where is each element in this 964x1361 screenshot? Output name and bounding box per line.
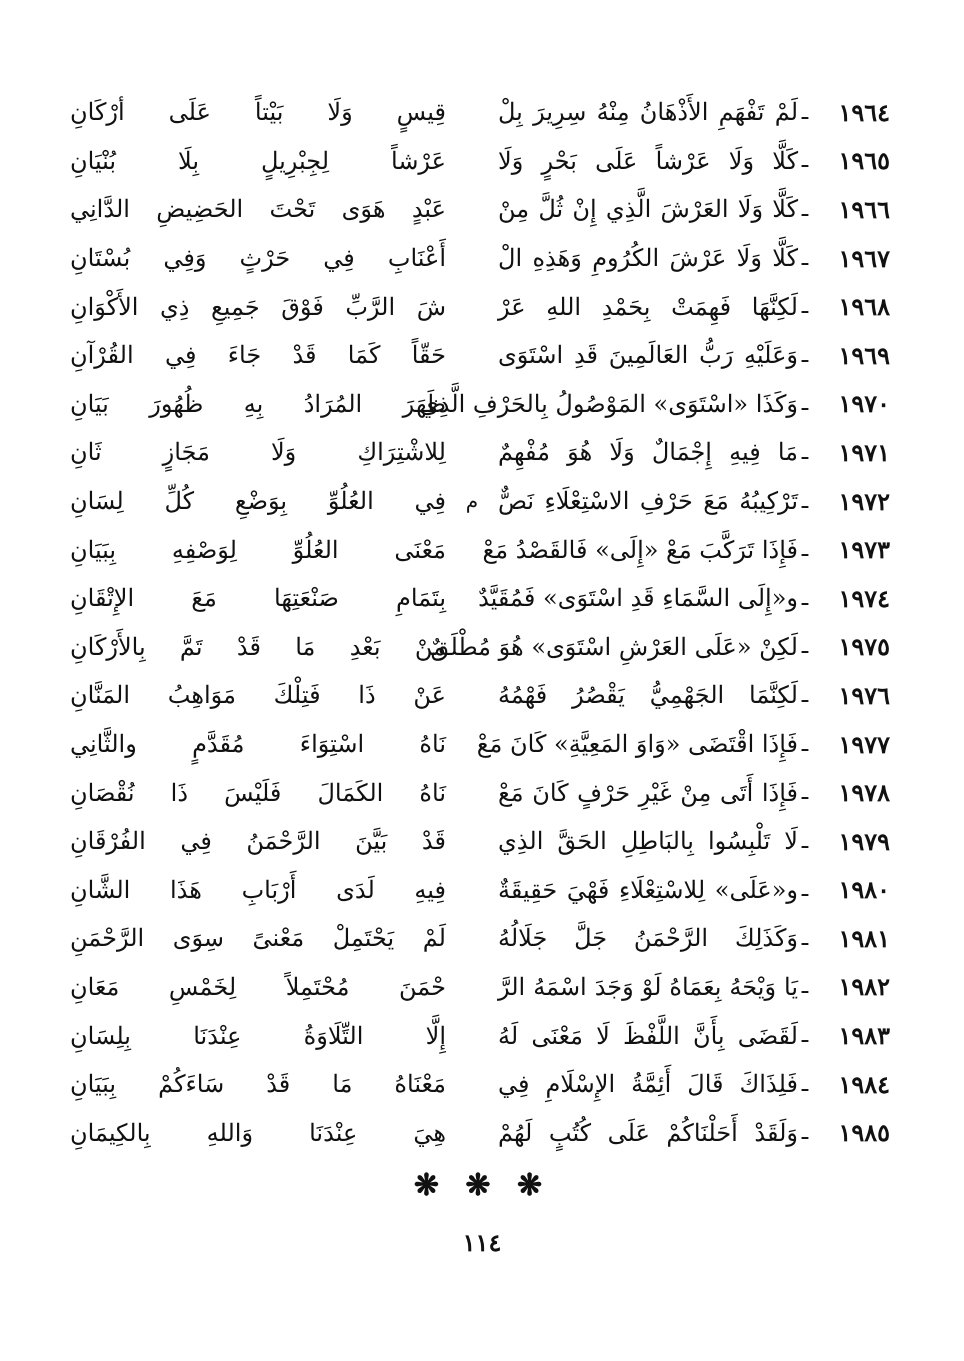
first-hemistich: وَكَذَا «اسْتَوَى» المَوْصُولُ بِالحَرْفِ الَّذِي [419,389,798,418]
first-hemistich: و«إِلَى السَّمَاءِ قَدِ اسْتَوَى» فَمُقَيَّدٌ [478,584,798,613]
first-hemistich: و«عَلَى» لِلاسْتِعْلَاءِ فَهْيَ حَقِيقَةٌ [498,875,798,904]
first-hemistich: مَا فِيهِ إِجْمَالٌ وَلَا هُوَ مُفْهِمٌ [498,438,798,467]
second-hemistich: لِلاشْتِرَاكِ وَلَا مَجَازٍ ثَانِ [70,438,446,467]
verse-dash: ـ [801,1120,809,1146]
verse-dash: ـ [801,439,809,465]
verse-number: ١٩٨٢ [838,972,890,1002]
verse-dash: ـ [801,148,809,174]
second-hemistich: قَدْ بَيَّنَ الرَّحْمَنُ فِي الفُرْقَانِ [70,827,446,856]
verse-number: ١٩٦٤ [838,97,890,127]
verse-dash: ـ [801,925,809,951]
verse-number: ١٩٦٦ [838,194,890,224]
second-hemistich: مِنْ بَعْدِ مَا قَدْ تَمَّ بِالأَرْكَانِ [70,632,446,661]
second-hemistich: شَ الرَّبِّ فَوْقَ جَمِيعِ ذِي الأَكْوَانِ [70,292,446,321]
verse-row [70,1108,890,1157]
first-hemistich: لَكِنَّمَا الجَهْمِيُّ يَقْصُرُ فَهْمُهُ [498,681,798,710]
verse-dash: ـ [801,1023,809,1049]
second-hemistich: قِيسٍ وَلَا بَيْتاً عَلَى أرْكَانِ [70,98,446,127]
verse-row [70,88,890,137]
second-hemistich: لَمْ يَحْتَمِلْ مَعْنىً سِوَى الرَّحْمَنِ [70,924,446,953]
hemistich-gap: م [465,489,479,514]
first-hemistich: لَمْ تَفْهَمِ الأَذْهَانُ مِنْهُ سِرِيرَ بِلْ [498,98,798,127]
second-hemistich: مَعْنَى العُلُوِّ لِوَصْفِهِ بِبَيَانِ [70,535,446,564]
verse-row [70,185,890,234]
verse-row [70,671,890,720]
verse-dash: ـ [801,196,809,222]
first-hemistich: وَكَذَلِكَ الرَّحْمَنُ جَلَّ جَلَالُهُ [498,924,798,953]
verse-dash: ـ [801,537,809,563]
verse-row [70,866,890,915]
verse-number: ١٩٦٨ [838,292,890,322]
verse-row [70,234,890,283]
first-hemistich: كَلَّا وَلَا العَرْشَ الَّذِي إِنْ ثُلَّ مِنْ [498,195,798,224]
first-hemistich: وَعَلَيْهِ رَبُّ العَالَمِينَ قَدِ اسْتَوَى [498,341,798,370]
second-hemistich: فِي العُلُوِّ بِوَضْعِ كُلِّ لِسَانِ [70,487,446,516]
verse-row [70,963,890,1012]
second-hemistich: عَرْشاً لِجِبْرِيلٍ بِلَا بُنْيَانِ [70,146,446,175]
first-hemistich: وَلَقَدْ أَحَلْنَاكُمْ عَلَى كُتُبٍ لَهُمْ [498,1118,798,1147]
verse-dash: ـ [801,342,809,368]
verse-number: ١٩٨٥ [838,1118,890,1148]
verse-number: ١٩٦٧ [838,243,890,273]
verse-row [70,720,890,769]
first-hemistich: تَرْكِيبُهُ مَعَ حَرْفِ الاسْتِعْلَاءِ نَصٌّ [498,487,798,516]
second-hemistich: نَاهُ الكَمَالَ فَلَيْسَ ذَا نُقْصَانِ [70,778,446,807]
verse-dash: ـ [801,682,809,708]
verse-dash: ـ [801,391,809,417]
page-number: ١١٤ [462,1228,502,1257]
second-hemistich: عَنْ ذَا فَتِلْكَ مَوَاهِبُ المَنَّانِ [70,681,446,710]
verse-number: ١٩٧٢ [838,486,890,516]
verse-number: ١٩٧٩ [838,826,890,856]
first-hemistich: كَلَّا وَلَا عَرْشَ الكُرُومِ وَهَذِهِ الْ [498,244,798,273]
verse-row [70,768,890,817]
first-hemistich: فَإِذَا تَرَكَّبَ مَعْ «إِلَى» فَالقَصْدُ مَعْ [482,535,798,564]
verse-number: ١٩٨٤ [838,1069,890,1099]
verse-row [70,428,890,477]
first-hemistich: لَقَضَى بِأَنَّ اللَّفْظَ لَا مَعْنَى لَهُ [498,1021,798,1050]
verse-row [70,914,890,963]
verse-number: ١٩٧٨ [838,778,890,808]
verse-number: ١٩٨٠ [838,875,890,905]
first-hemistich: لَكِنَّهَا فَهِمَتْ بِحَمْدِ اللهِ عَرْ [498,292,798,321]
verse-number: ١٩٧٥ [838,632,890,662]
verse-dash: ـ [801,877,809,903]
second-hemistich: نَاهُ اسْتِوَاءَ مُقَدَّمٍ والثَّانِي [70,730,446,759]
first-hemistich: يَا وَيْحَهُ بِعَمَاهُ لَوْ وَجَدَ اسْمَهُ الرَّ [498,972,798,1001]
verse-row [70,282,890,331]
verse-row [70,477,890,526]
verse-dash: ـ [801,731,809,757]
second-hemistich: عَبْدٍ هَوَى تَحْتَ الحَضِيضِ الدَّانِي [70,195,446,224]
second-hemistich: إِلَّا التِّلَاوَةُ عِنْدَنَا بِلِسَانِ [70,1021,446,1050]
verse-dash: ـ [801,585,809,611]
section-separator: ❋ ❋ ❋ [413,1168,551,1203]
verse-row [70,380,890,429]
poem-verses [70,88,890,1157]
verse-dash: ـ [801,245,809,271]
verse-dash: ـ [801,1071,809,1097]
verse-row [70,817,890,866]
verse-row [70,574,890,623]
second-hemistich: هِيَ عِنْدَنَا وَاللهِ بِالكِيمَانِ [70,1118,446,1147]
verse-number: ١٩٧٣ [838,535,890,565]
verse-row [70,1011,890,1060]
second-hemistich: حَقّاً كَمَا قَدْ جَاءَ فِي القُرْآنِ [70,341,446,370]
verse-number: ١٩٦٥ [838,146,890,176]
verse-row [70,623,890,672]
second-hemistich: حْمَنَ مُحْتَمِلاً لِخَمْسِ مَعَانِ [70,972,446,1001]
verse-dash: ـ [801,974,809,1000]
verse-number: ١٩٧٤ [838,583,890,613]
verse-row [70,331,890,380]
verse-dash: ـ [801,828,809,854]
second-hemistich: ظَهَرَ المُرَادُ بِهِ ظُهُورَ بَيَانِ [70,389,446,418]
verse-number: ١٩٧١ [838,437,890,467]
first-hemistich: فَإِذَا أَتَى مِنْ غَيْرِ حَرْفٍ كَانَ مَعْ [498,778,798,807]
second-hemistich: مَعْنَاهُ مَا قَدْ سَاءَكُمْ بِبَيَانِ [70,1070,446,1099]
verse-dash: ـ [801,780,809,806]
verse-number: ١٩٨١ [838,923,890,953]
first-hemistich: فَإِذَا اقْتَضَى «وَاوَ المَعِيَّةِ» كَانَ مَعْ [476,730,798,759]
first-hemistich: فَلِذَاكَ قَالَ أَئِمَّةُ الإِسْلَامِ فِي [498,1070,798,1099]
verse-dash: ـ [801,294,809,320]
second-hemistich: فِيهِ لَدَى أَرْبَابِ هَذَا الشَّانِ [70,875,446,904]
verse-dash: ـ [801,488,809,514]
verse-number: ١٩٨٣ [838,1021,890,1051]
second-hemistich: أَعْنَابِ فِي حَرْثٍ وَفِي بُسْتَانِ [70,244,446,273]
verse-row [70,137,890,186]
verse-number: ١٩٧٦ [838,680,890,710]
second-hemistich: بِتَمَامِ صَنْعَتِهَا مَعَ الإِتْقَانِ [70,584,446,613]
verse-row [70,525,890,574]
verse-dash: ـ [801,99,809,125]
verse-row [70,1060,890,1109]
first-hemistich: كَلَّا وَلَا عَرْشاً عَلَى بَحْرٍ وَلَا [498,146,798,175]
first-hemistich: لَا تَلْبِسُوا بِالبَاطِلِ الحَقَّ الذِي [498,827,798,856]
verse-number: ١٩٦٩ [838,340,890,370]
first-hemistich: لَكِنْ «عَلَى العَرْشِ اسْتَوَى» هُوَ مُطْلَقٌ [430,632,798,661]
verse-number: ١٩٧٠ [838,389,890,419]
verse-number: ١٩٧٧ [838,729,890,759]
verse-dash: ـ [801,634,809,660]
